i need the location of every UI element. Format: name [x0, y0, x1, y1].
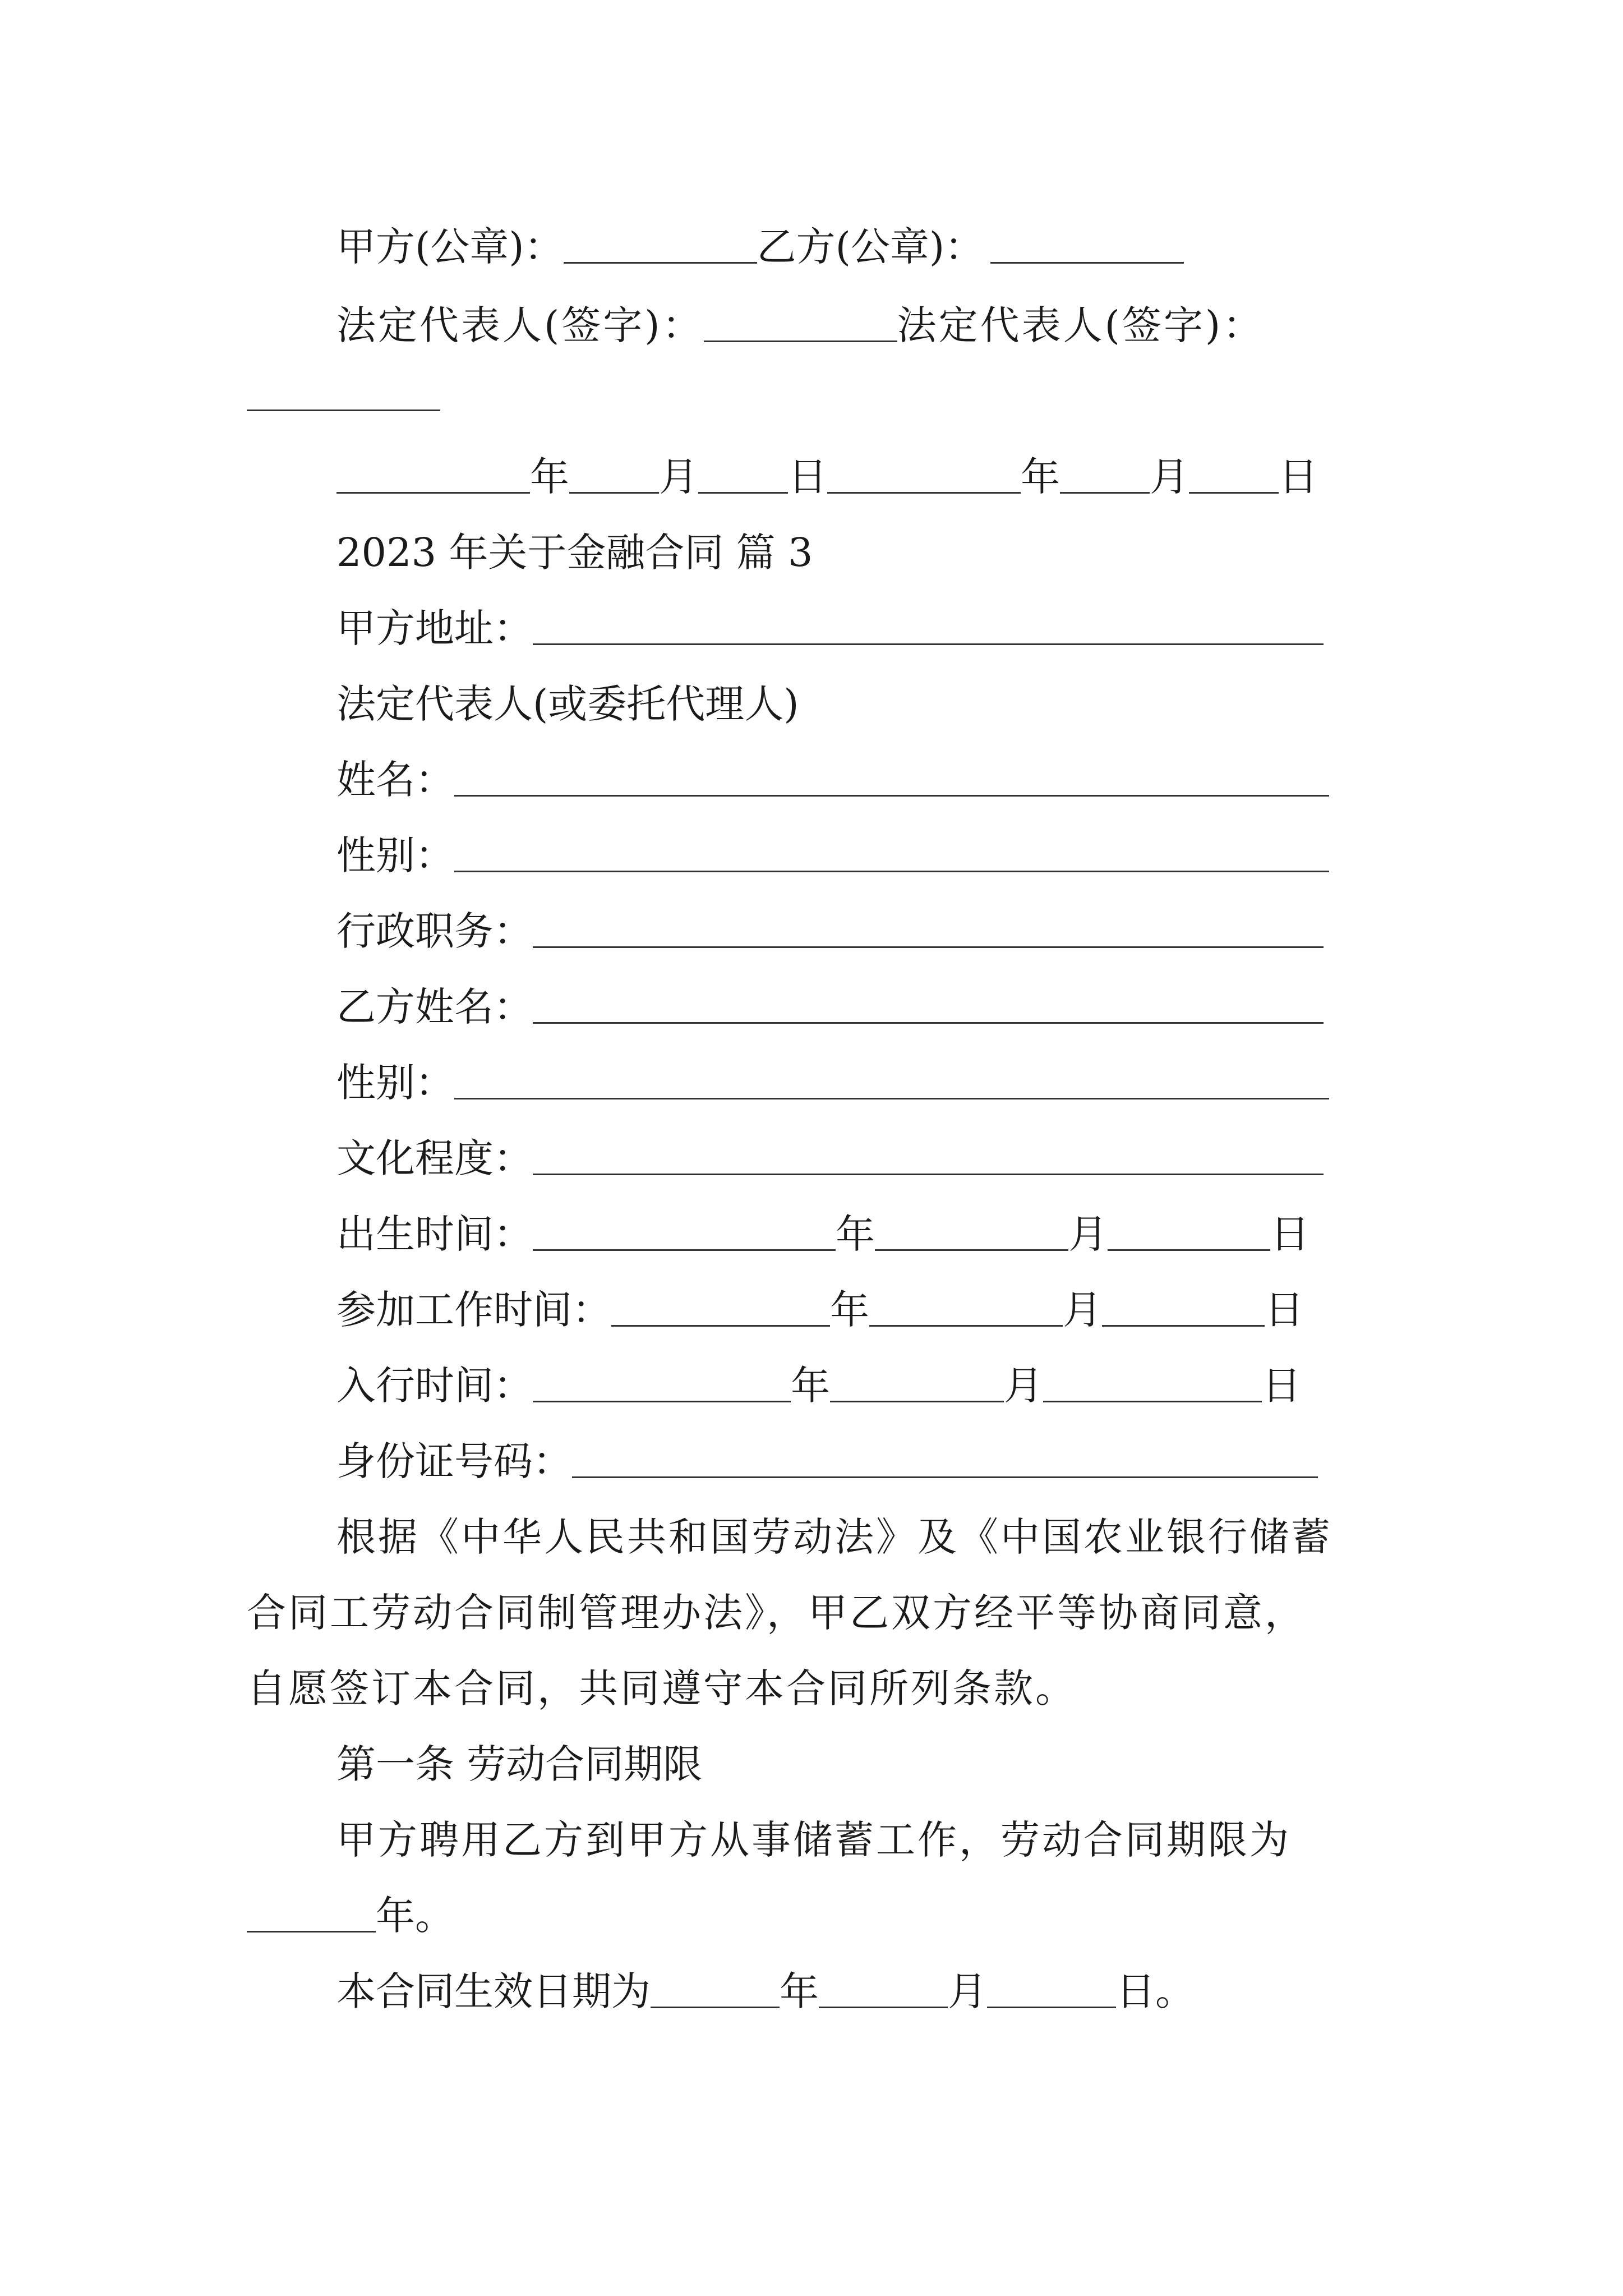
- date-a-month-blank[interactable]: [569, 453, 659, 494]
- birth-time-row: [336, 1206, 1310, 1262]
- gender-row: [336, 827, 1329, 884]
- name-label: 姓名：: [336, 757, 454, 803]
- effective-month-label: 月: [948, 1968, 987, 2014]
- intro-line-3: 自愿签订本合同，共同遵守本合同所列条款。: [247, 1665, 1077, 1711]
- article-1-title: 第一条 劳动合同期限: [336, 1741, 703, 1787]
- gender-b-row: [336, 1055, 1329, 1111]
- date-b-month-blank[interactable]: [1060, 453, 1150, 494]
- date-a-year-label: 年: [530, 454, 569, 500]
- work-start-day-blank[interactable]: [1102, 1286, 1265, 1327]
- legal-rep-a-blank[interactable]: [704, 301, 897, 342]
- party-b-seal-blank[interactable]: [990, 223, 1184, 264]
- education-blank[interactable]: [533, 1134, 1324, 1175]
- position-blank[interactable]: [533, 907, 1324, 948]
- birth-time-label: 出生时间：: [336, 1211, 533, 1257]
- name-blank[interactable]: [454, 756, 1329, 797]
- effective-month-blank[interactable]: [819, 1967, 948, 2008]
- birth-day-blank[interactable]: [1108, 1210, 1270, 1251]
- section-heading: 2023 年关于金融合同 篇 3: [336, 530, 813, 576]
- birth-day-label: 日: [1270, 1211, 1310, 1257]
- date-b-year-label: 年: [1021, 454, 1060, 500]
- party-a-seal-blank[interactable]: [564, 223, 757, 264]
- entry-year-blank[interactable]: [533, 1361, 791, 1402]
- birth-month-blank[interactable]: [875, 1210, 1068, 1251]
- entry-day-label: 日: [1262, 1363, 1301, 1409]
- industry-entry-row: [336, 1358, 1301, 1414]
- industry-entry-label: 入行时间：: [336, 1363, 533, 1409]
- effective-day-blank[interactable]: [987, 1967, 1116, 2008]
- legal-rep-b-label: 法定代表人(签字)：: [897, 302, 1265, 348]
- legal-rep-a-label: 法定代表人(签字)：: [336, 302, 704, 348]
- effective-date-prefix: 本合同生效日期为: [336, 1968, 651, 2014]
- party-a-seal-label: 甲方(公章)：: [336, 224, 564, 270]
- work-start-year-blank[interactable]: [611, 1286, 830, 1327]
- legal-rep-heading: 法定代表人(或委托代理人): [336, 681, 799, 727]
- article-1-p2: [336, 1963, 1195, 2019]
- education-row: [336, 1130, 1324, 1186]
- date-b-year-blank[interactable]: [827, 453, 1021, 494]
- date-a-day-label: 日: [788, 454, 827, 500]
- article-1-p1-line2: [247, 1888, 454, 1944]
- contract-term-blank[interactable]: [247, 1892, 376, 1932]
- position-row: [336, 903, 1324, 959]
- legal-rep-b-blank[interactable]: [247, 409, 440, 411]
- gender-b-label: 性别：: [336, 1060, 454, 1106]
- gender-blank[interactable]: [454, 831, 1329, 872]
- date-a-day-blank[interactable]: [698, 453, 788, 494]
- entry-month-label: 月: [1004, 1363, 1043, 1409]
- id-number-row: [336, 1433, 1318, 1489]
- education-label: 文化程度：: [336, 1135, 533, 1181]
- position-label: 行政职务：: [336, 908, 533, 954]
- contract-term-suffix: 年。: [376, 1893, 454, 1939]
- party-b-name-label: 乙方姓名：: [336, 984, 533, 1030]
- effective-year-blank[interactable]: [651, 1967, 780, 2008]
- id-number-blank[interactable]: [572, 1437, 1318, 1478]
- gender-label: 性别：: [336, 832, 454, 878]
- party-b-name-blank[interactable]: [533, 983, 1324, 1024]
- signature-rep-line: [336, 297, 1264, 353]
- party-a-address-label: 甲方地址：: [336, 605, 533, 651]
- signature-date-line: [336, 449, 1318, 505]
- article-1-p1-line1: 甲方聘用乙方到甲方从事储蓄工作，劳动合同期限为: [336, 1817, 1291, 1863]
- work-start-label: 参加工作时间：: [336, 1287, 611, 1333]
- work-start-month-blank[interactable]: [869, 1286, 1063, 1327]
- intro-line-2: 合同工劳动合同制管理办法》，甲乙双方经平等协商同意，: [247, 1590, 1306, 1636]
- effective-day-label: 日。: [1116, 1968, 1195, 2014]
- entry-month-blank[interactable]: [830, 1361, 1004, 1402]
- work-start-month-label: 月: [1063, 1287, 1102, 1333]
- date-b-day-label: 日: [1279, 454, 1318, 500]
- party-b-seal-label: 乙方(公章)：: [757, 224, 984, 270]
- name-row: [336, 752, 1329, 808]
- id-number-label: 身份证号码：: [336, 1438, 572, 1484]
- date-a-year-blank[interactable]: [336, 453, 530, 494]
- signature-party-line: [336, 219, 1184, 275]
- party-a-address-row: [336, 600, 1324, 656]
- entry-year-label: 年: [791, 1363, 830, 1409]
- gender-b-blank[interactable]: [454, 1059, 1329, 1099]
- date-b-day-blank[interactable]: [1189, 453, 1279, 494]
- birth-year-blank[interactable]: [533, 1210, 836, 1251]
- work-start-year-label: 年: [830, 1287, 869, 1333]
- date-a-month-label: 月: [659, 454, 698, 500]
- party-b-name-row: [336, 979, 1324, 1035]
- work-start-day-label: 日: [1265, 1287, 1304, 1333]
- date-b-month-label: 月: [1150, 454, 1189, 500]
- birth-year-label: 年: [836, 1211, 875, 1257]
- entry-day-blank[interactable]: [1043, 1361, 1262, 1402]
- work-start-row: [336, 1282, 1304, 1338]
- intro-line-1: 根据《中华人民共和国劳动法》及《中国农业银行储蓄: [336, 1514, 1332, 1560]
- birth-month-label: 月: [1068, 1211, 1108, 1257]
- party-a-address-blank[interactable]: [533, 604, 1324, 645]
- effective-year-label: 年: [780, 1968, 819, 2014]
